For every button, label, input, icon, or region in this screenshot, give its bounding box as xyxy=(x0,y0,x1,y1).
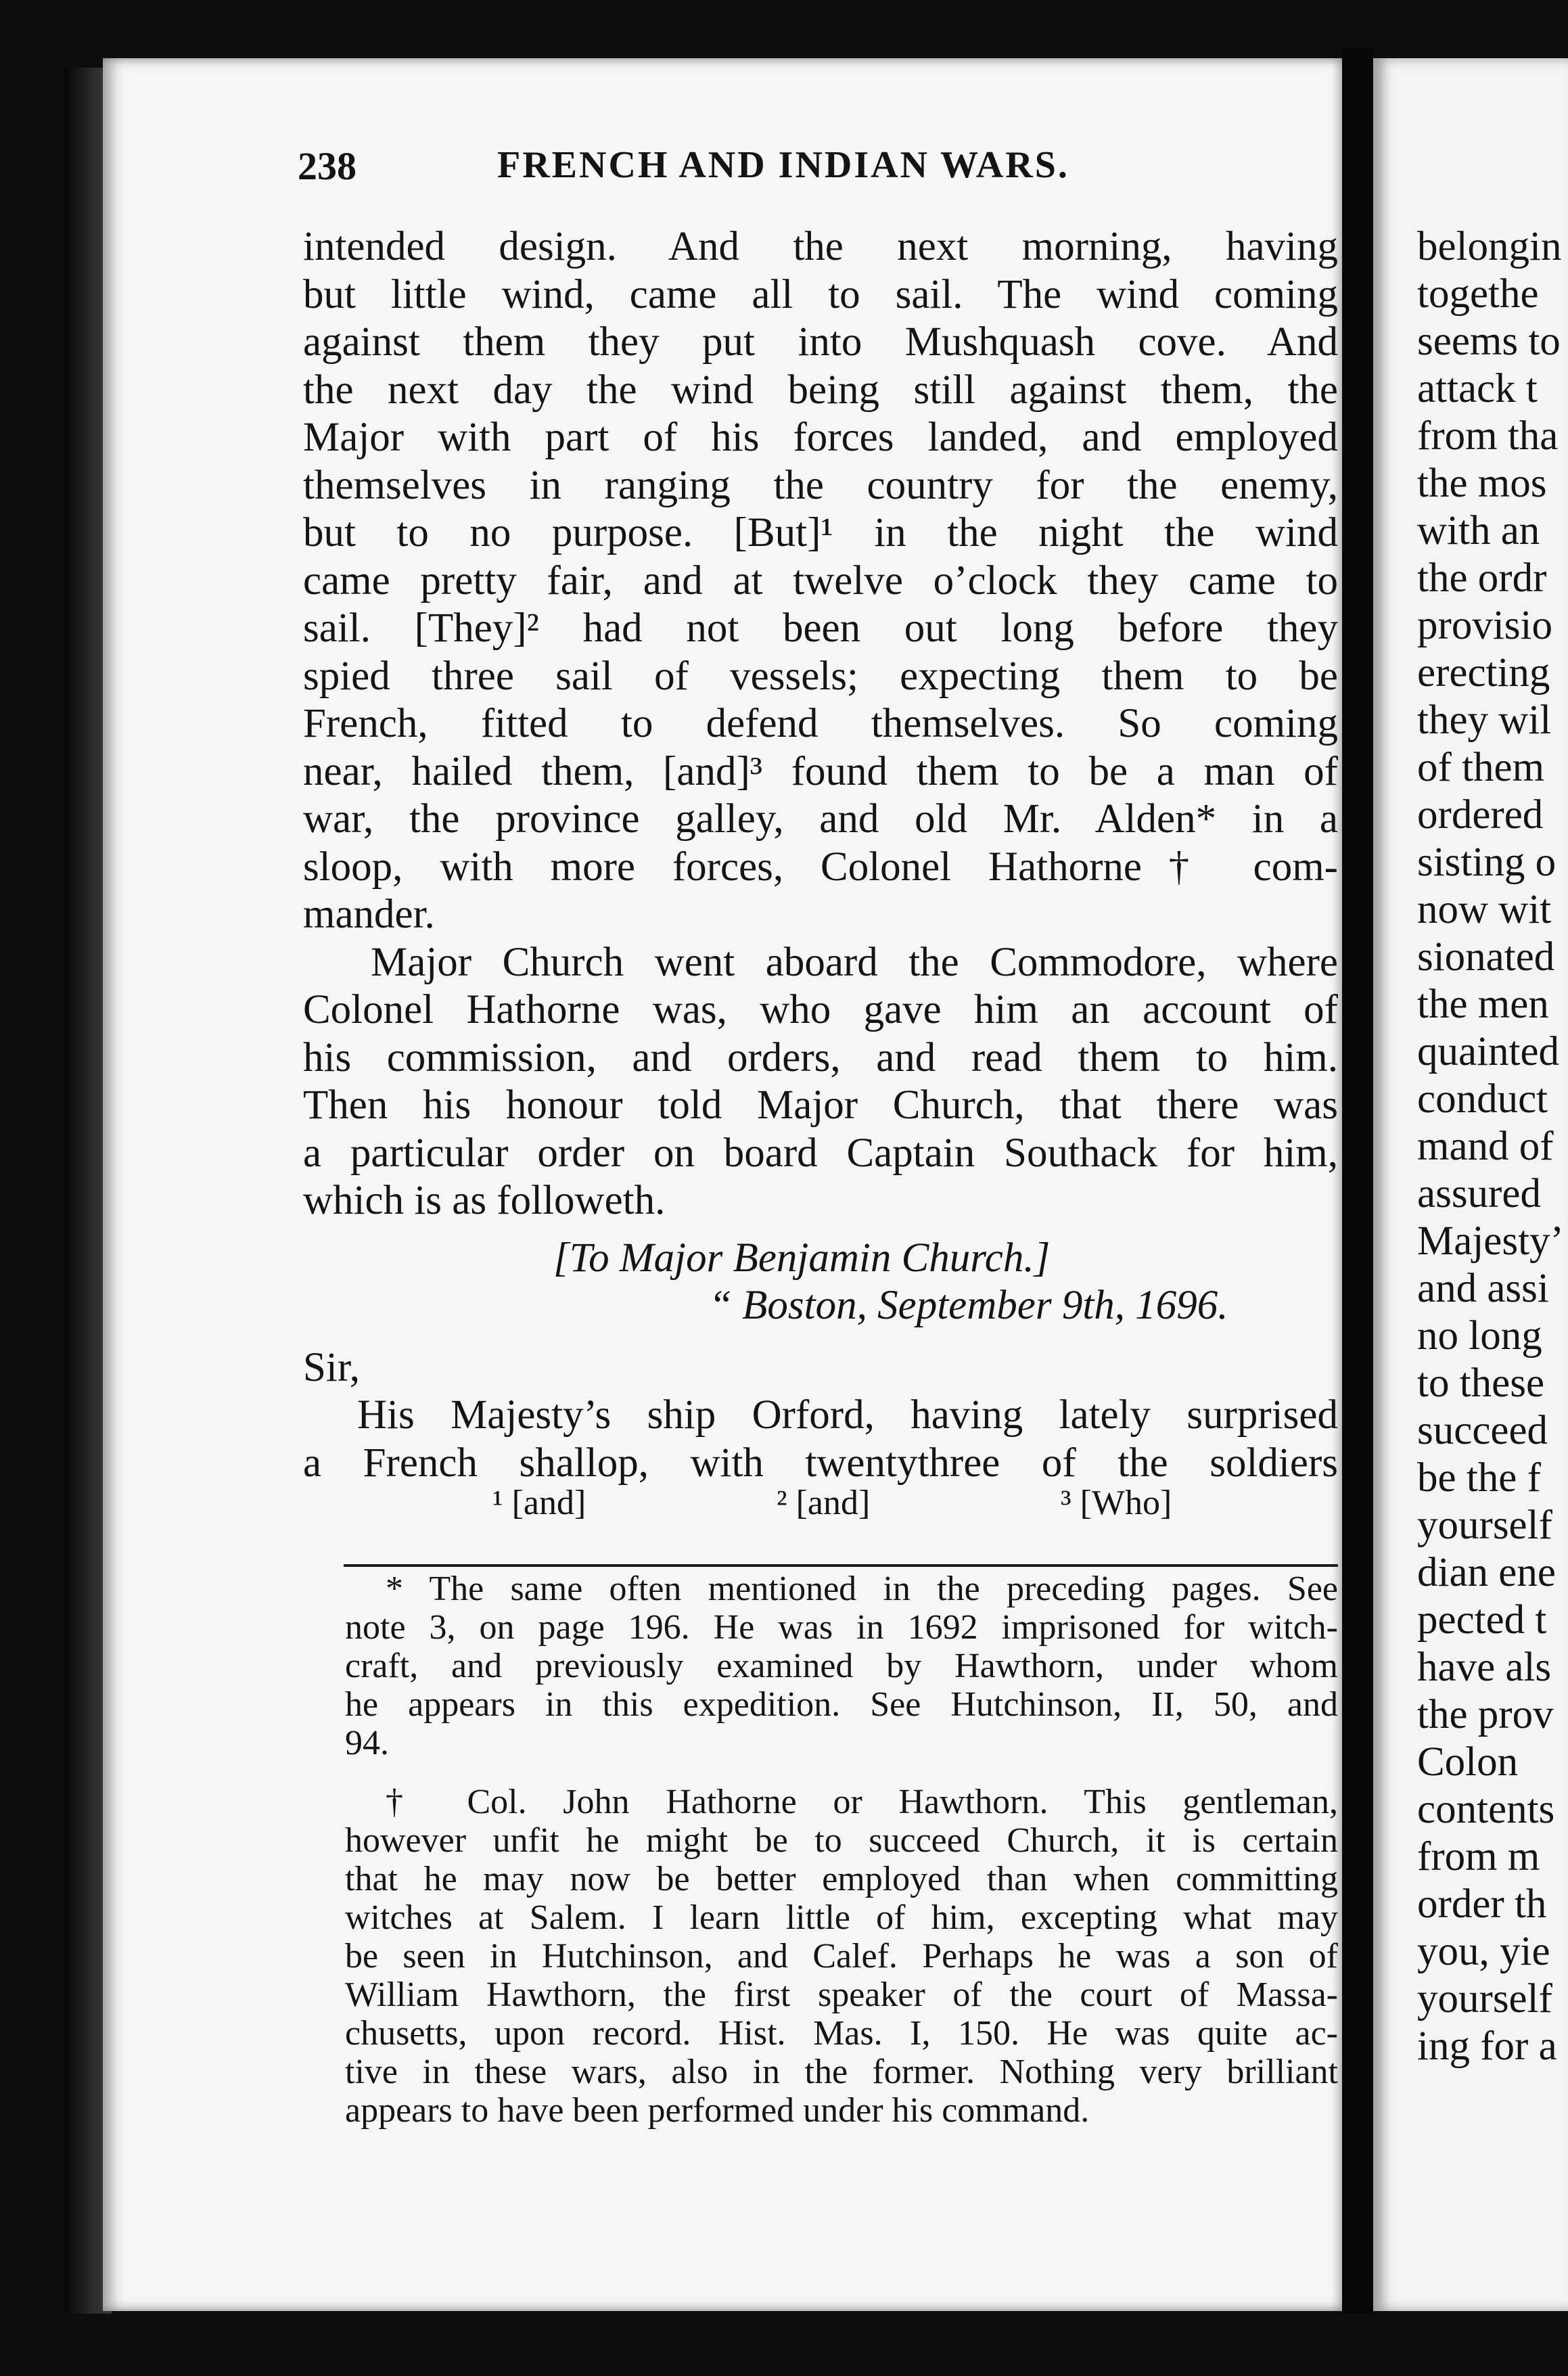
page-gutter xyxy=(1342,47,1373,2314)
facing-page-fragment: quainted xyxy=(1417,1029,1560,1074)
facing-page-fragment: mand of xyxy=(1417,1124,1554,1169)
facing-page-fragment: contents xyxy=(1417,1787,1555,1832)
text-line: which is as followeth. xyxy=(303,1178,666,1223)
facing-page-fragment: of them xyxy=(1417,745,1545,790)
facing-page-fragment: from tha xyxy=(1417,413,1559,459)
footnote-line: be seen in Hutchinson, and Calef. Perhaps he was a son of xyxy=(345,1937,1338,1975)
text-line: sloop, with more forces, Colonel Hathorne† com- xyxy=(303,844,1338,890)
text-line: against them they put into Mushquash cove. And xyxy=(303,319,1338,365)
facing-page-fragment: the men xyxy=(1417,982,1549,1027)
text-line: sail. [They]² had not been out long before they xyxy=(303,606,1338,651)
facing-page-fragment: the mos xyxy=(1417,461,1547,506)
text-line: Major Church went aboard the Commodore, where xyxy=(371,939,1338,985)
facing-page-fragment: sionated xyxy=(1417,934,1555,980)
facing-page-fragment: succeed xyxy=(1417,1408,1548,1453)
text-line: near, hailed them, [and]³ found them to be a man of xyxy=(303,748,1338,794)
text-line: French, fitted to defend themselves. So coming xyxy=(303,701,1338,746)
facing-page-fragment: dian ene xyxy=(1417,1550,1556,1595)
footnote-line: * The same often mentioned in the preceding pages. See xyxy=(386,1570,1338,1608)
footnote-line: † Col. John Hathorne or Hawthorn. This gentleman, xyxy=(386,1783,1338,1821)
facing-page-fragment: to these xyxy=(1417,1361,1545,1406)
facing-page-fragment: belongin xyxy=(1417,224,1562,269)
salutation: Sir, xyxy=(303,1345,360,1390)
facing-page-fragment: yourself xyxy=(1417,1503,1552,1548)
main-text-block xyxy=(303,223,1338,1225)
letter-address: [To Major Benjamin Church.] xyxy=(553,1235,1051,1281)
page-number: 238 xyxy=(298,144,356,188)
facing-page-fragment: with an xyxy=(1417,508,1540,553)
facing-page-fragment: order th xyxy=(1417,1881,1547,1927)
facing-page-fragment: Colon xyxy=(1417,1739,1519,1785)
text-line: but little wind, came all to sail. The wind coming xyxy=(303,271,1338,317)
facing-page-fragment: ing for a xyxy=(1417,2024,1557,2069)
text-line: intended design. And the next morning, having xyxy=(303,224,1338,269)
text-line: war, the province galley, and old Mr. Alden* in a xyxy=(303,796,1338,842)
footnote-line: William Hawthorn, the first speaker of the court of Massa- xyxy=(345,1975,1338,2014)
text-line: a particular order on board Captain Southack for him, xyxy=(303,1130,1338,1176)
footnote-line: witches at Salem. I learn little of him, excepting what may xyxy=(345,1898,1338,1937)
text-line: the next day the wind being still against them, the xyxy=(303,367,1338,413)
footnote-gap xyxy=(345,1762,1338,1783)
footnote-line: appears to have been performed under his command. xyxy=(345,2091,1090,2130)
footnote-line: that he may now be better employed than when committing xyxy=(345,1860,1338,1898)
text-line: Then his honour told Major Church, that there was xyxy=(303,1082,1338,1128)
facing-page-fragment: be the f xyxy=(1417,1455,1541,1501)
facing-page-fragment: and assi xyxy=(1417,1266,1549,1311)
letter-block xyxy=(303,1235,1338,1487)
text-line: mander. xyxy=(303,892,435,937)
footnote-rule xyxy=(344,1564,1338,1567)
facing-page-fragment: togethe xyxy=(1417,271,1539,317)
footnote-line: he appears in this expedition. See Hutchinson, II, 50, and xyxy=(345,1685,1338,1724)
footnote-line: craft, and previously examined by Hawthorn, under whom xyxy=(345,1647,1338,1685)
text-line: but to no purpose. [But]¹ in the night the wind xyxy=(303,510,1338,555)
letter-dateline: “ Boston, September 9th, 1696. xyxy=(709,1283,1228,1328)
facing-page-fragment: you, yie xyxy=(1417,1929,1550,1974)
facing-page-fragment: conduct xyxy=(1417,1076,1548,1122)
facing-page-fragment: the ordr xyxy=(1417,555,1547,601)
text-line: spied three sail of vessels; expecting them to be xyxy=(303,653,1338,699)
footnote-line: 94. xyxy=(345,1724,389,1762)
facing-page-fragment: Majesty’ xyxy=(1417,1218,1564,1264)
facing-page-fragment: ordered xyxy=(1417,792,1544,838)
facing-page-fragment: pected t xyxy=(1417,1597,1547,1643)
facing-page-fragment: seems to xyxy=(1417,319,1561,364)
facing-page-fragment: no long xyxy=(1417,1313,1542,1358)
facing-page-fragment: the prov xyxy=(1417,1692,1554,1737)
facing-page-fragment: attack t xyxy=(1417,366,1538,411)
facing-page-fragment: from m xyxy=(1417,1834,1540,1879)
text-line: came pretty fair, and at twelve o’clock they came to xyxy=(303,557,1338,603)
running-title: FRENCH AND INDIAN WARS. xyxy=(497,144,1069,186)
text-line: Major with part of his forces landed, and employed xyxy=(303,415,1338,460)
facing-page-text xyxy=(1417,223,1568,2070)
text-line: Colonel Hathorne was, who gave him an account of xyxy=(303,987,1338,1032)
word-note: ² [and] xyxy=(777,1484,871,1522)
facing-page-fragment: now wit xyxy=(1417,887,1552,932)
footnote-line: note 3, on page 196. He was in 1692 imprisoned for witch- xyxy=(345,1608,1338,1647)
letter-line: His Majesty’s ship Orford, having lately surprised xyxy=(357,1392,1338,1438)
footnote-line: chusetts, upon record. Hist. Mas. I, 150. He was quite ac- xyxy=(345,2014,1338,2053)
facing-page-fragment: have als xyxy=(1417,1645,1552,1690)
text-line: his commission, and orders, and read them to him. xyxy=(303,1034,1338,1080)
facing-page-fragment: provisio xyxy=(1417,603,1552,648)
word-note: ³ [Who] xyxy=(1061,1484,1172,1522)
facing-page-fragment: assured xyxy=(1417,1171,1541,1216)
text-line: themselves in ranging the country for the enemy, xyxy=(303,462,1338,508)
footnote-line: tive in these wars, also in the former. Nothing very brilliant xyxy=(345,2053,1338,2091)
facing-page-fragment: sisting o xyxy=(1417,840,1557,885)
facing-page-fragment: yourself xyxy=(1417,1976,1552,2021)
letter-line: a French shallop, with twentythree of the soldiers xyxy=(303,1440,1338,1486)
footnote-line: however unfit he might be to succeed Church, it is certain xyxy=(345,1821,1338,1860)
facing-page-fragment: they wil xyxy=(1417,698,1552,743)
word-note: ¹ [and] xyxy=(492,1484,586,1522)
facing-page-fragment: erecting xyxy=(1417,650,1550,695)
footnotes xyxy=(345,1570,1338,2130)
